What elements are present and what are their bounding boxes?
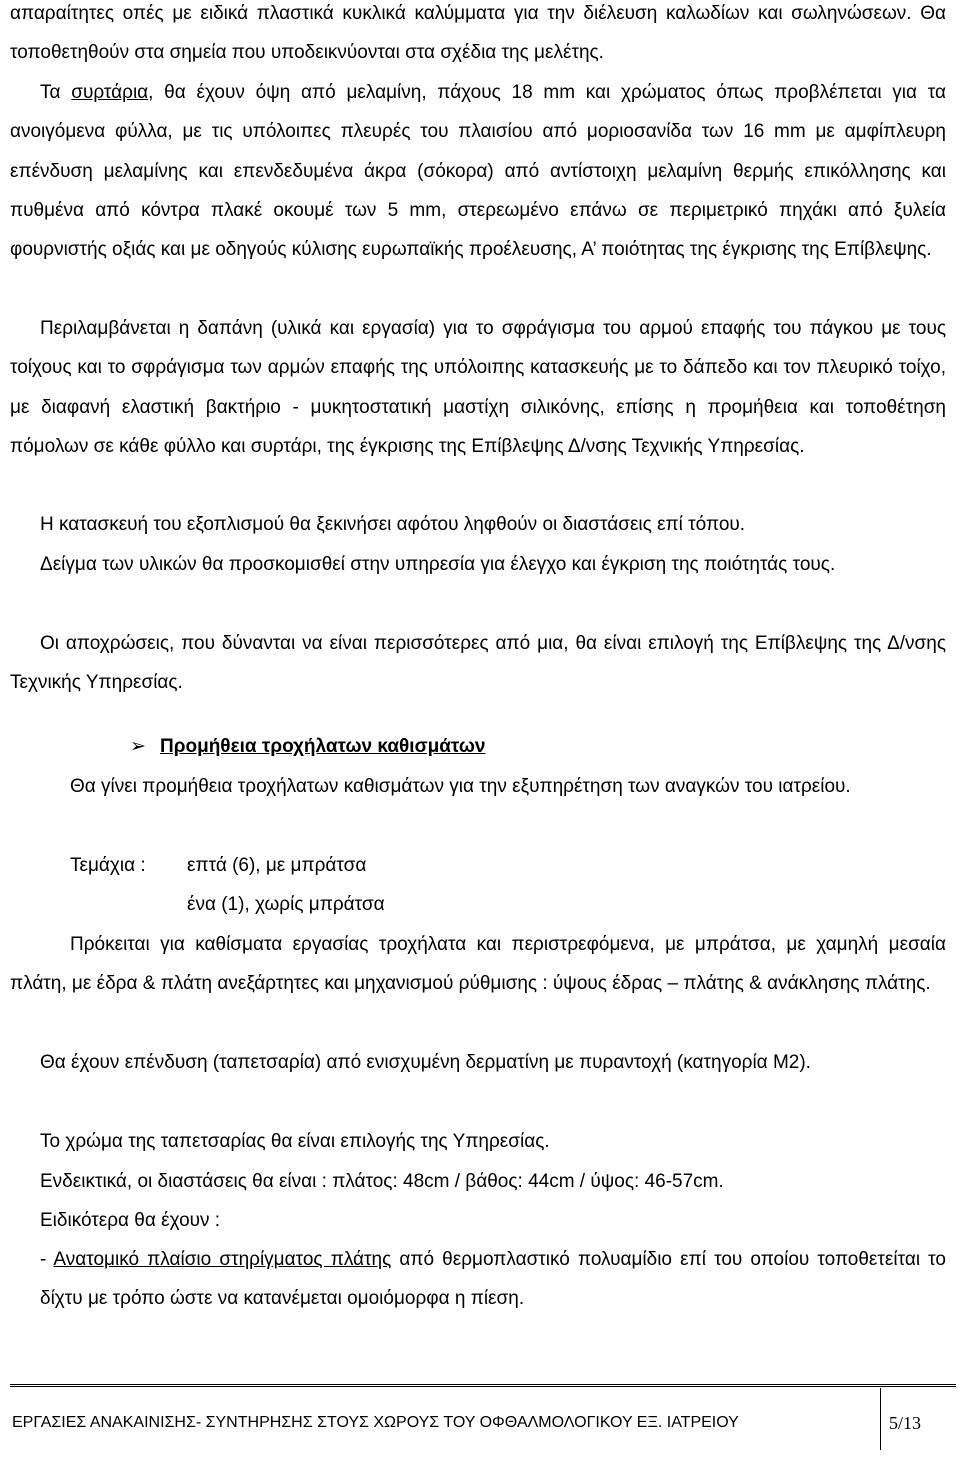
paragraph-specifically-text: Ειδικότερα θα έχουν : <box>40 1210 221 1231</box>
paragraph-dimensions-text: Ενδεικτικά, οι διαστάσεις θα είναι : πλάτος: 48cm / βάθος: 44cm / ύψος: 46-57cm. <box>40 1171 724 1192</box>
footer-page-number: 5/13 <box>889 1413 922 1433</box>
drawers-term: συρτάρια <box>71 82 149 103</box>
drawers-lead: Τα <box>40 82 72 103</box>
paragraph-shades-text: Οι αποχρώσεις, που δύνανται να είναι περισσότερες από μια, θα είναι επιλογή της Επίβλεψης της Δ/νσης Τεχνικής Υπηρεσίας. <box>10 633 946 694</box>
list-item-text: από θερμοπλαστικό πολυαμίδιο επί του οποίου τοποθετείται το δίχτυ με τρόπο ώστε να κατανέμεται ομοιόμορφα η πίεση. <box>40 1249 946 1310</box>
paragraph-construction <box>10 505 946 544</box>
paragraph-dimensions <box>10 1162 946 1201</box>
footer-rule <box>10 1384 956 1387</box>
drawers-text: , θα έχουν όψη από μελαμίνη, πάχους 18 mm και χρώματος όπως προβλέπεται για τα ανοιγόμενα φύλλα, με τις υπόλοιπες πλευρές του πλαισίου από μοριοσανίδα των 16 mm με αμφίπλευρη επένδυση μελαμίνης και επενδεδυμένα άκρα (σόκορα) από αντίστοιχη μελαμίνη θερμής επικόλλησης και πυθμένα από κόντρα πλακέ οκουμέ των 5 mm, στερεωμένο επάνω σε περιμετρικό πηχάκι από ξυλεία φουρνιστής οξιάς και με οδηγούς κύλισης ευρωπαϊκής προέλευσης, Α’ ποιότητας της έγκρισης της Επίβλεψης. <box>10 82 946 261</box>
paragraph-color <box>10 1122 946 1161</box>
list-item-backrest <box>40 1240 946 1319</box>
footer-separator <box>880 1388 881 1450</box>
section-heading-text: Προμήθεια τροχήλατων καθισμάτων <box>160 736 486 757</box>
paragraph-drawers <box>10 73 946 269</box>
pieces-without-arms: ένα (1), χωρίς μπράτσα <box>187 894 385 915</box>
paragraph-sealing-text: Περιλαμβάνεται η δαπάνη (υλικά και εργασία) για το σφράγισμα του αρμού επαφής του πάγκου με τους τοίχους και το σφράγισμα των αρμών επαφής της υπόλοιπης κατασκευής με το δάπεδο και τον πλευρικό τοίχο, με διαφανή ελαστική βακτήριο - μυκητοστατική μαστίχη σιλικόνης, επίσης η προμήθεια και τοποθέτηση πόμολων σε κάθε φύλλο και συρτάρι, της έγκρισης της Επίβλεψης Δ/νσης Τεχνικής Υπηρεσίας. <box>10 318 946 457</box>
list-dash: - <box>40 1249 54 1270</box>
paragraph-openings <box>10 0 946 73</box>
paragraph-upholstery-text: Θα έχουν επένδυση (ταπετσαρία) από ενισχυμένη δερματίνη με πυραντοχή (κατηγορία M2). <box>40 1052 811 1073</box>
paragraph-sample <box>10 545 946 584</box>
paragraph-intro-text: Θα γίνει προμήθεια τροχήλατων καθισμάτων για την εξυπηρέτηση των αναγκών του ιατρείου. <box>70 776 851 797</box>
paragraph-specifically <box>10 1201 946 1240</box>
section-heading <box>130 727 485 766</box>
paragraph-shades <box>10 624 946 703</box>
arrow-bullet-icon: ➢ <box>130 736 146 757</box>
paragraph-description <box>10 925 946 1004</box>
pieces-with-arms: επτά (6), με μπράτσα <box>187 855 367 876</box>
paragraph-description-text: Πρόκειται για καθίσματα εργασίας τροχήλατα και περιστρεφόμενα, με μπράτσα, με χαμηλή μεσαία πλάτη, με έδρα & πλάτη ανεξάρτητες και μηχανισμού ρύθμισης : ύψους έδρας – πλάτης & ανάκλησης πλάτης. <box>10 934 946 995</box>
paragraph-upholstery <box>10 1043 946 1082</box>
paragraph-construction-text: Η κατασκευή του εξοπλισμού θα ξεκινήσει αφότου ληφθούν οι διαστάσεις επί τόπου. <box>40 514 746 535</box>
paragraph-color-text: Το χρώμα της ταπετσαρίας θα είναι επιλογής της Υπηρεσίας. <box>40 1131 550 1152</box>
pieces-label: Τεμάχια : <box>70 855 146 876</box>
list-item-term: Ανατομικό πλαίσιο στηρίγματος πλάτης <box>53 1249 392 1270</box>
footer-title: ΕΡΓΑΣΙΕΣ ΑΝΑΚΑΙΝΙΣΗΣ- ΣΥΝΤΗΡΗΣΗΣ ΣΤΟΥΣ ΧΩΡΟΥΣ ΤΟΥ ΟΦΘΑΛΜΟΛΟΓΙΚΟΥ ΕΞ. ΙΑΤΡΕΙΟΥ <box>12 1414 739 1431</box>
paragraph-sample-text: Δείγμα των υλικών θα προσκομισθεί στην υπηρεσία για έλεγχο και έγκριση της ποιότητάς τους. <box>40 554 836 575</box>
paragraph-openings-text: απαραίτητες οπές με ειδικά πλαστικά κυκλικά καλύμματα για την διέλευση καλωδίων και σωληνώσεων. Θα τοποθετηθούν στα σημεία που υποδεικνύονται στα σχέδια της μελέτης. <box>10 3 946 64</box>
paragraph-intro <box>10 767 946 806</box>
paragraph-sealing <box>10 309 946 466</box>
